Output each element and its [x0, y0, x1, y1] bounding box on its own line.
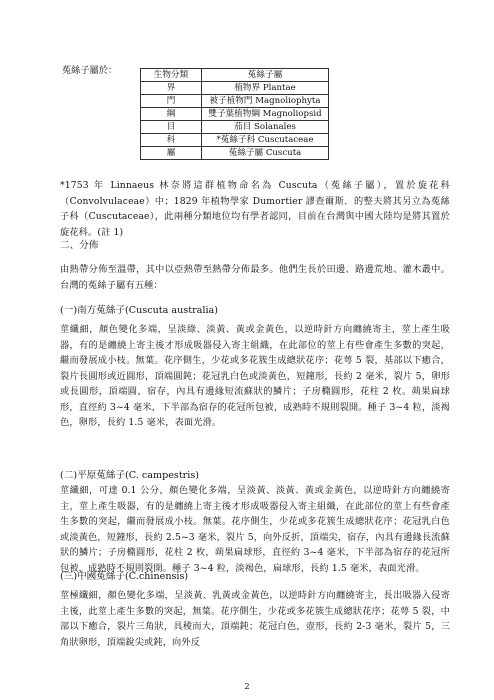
taxonomy-table	[140, 68, 329, 160]
table-row	[141, 108, 329, 121]
table-cell: 被子植物門 Magnoliophyta	[202, 95, 329, 108]
page-number: 2	[244, 682, 250, 692]
species-description: 莖纖細，可達 0.1 公分，顏色變化多端，呈淡黃、淡黃、黃或金黃色，以逆時針方向纏繞寄主，莖上產生吸器，有的是纏繞上寄主後才形成吸器侵入寄主組織，在此部位的莖上有些會產生多數的突起，繼而發展成小枝。無葉。花序側生，少花或多花簇生成總狀花序；花冠乳白色或淡黃色，短鐘形，長約 2.5~3 毫米，裂片 5，向外反折，頂端尖，宿存，內具有邊緣長流蘇狀的鱗片；子房橢圓形，花柱 2 枚，蒴果扁球形，直徑約 3~4 毫米，下半部為宿存的花冠所包被，成熟時不規則裂開。種子 3~4 粒，淡褐色，扁球形，長約 1.5 毫米，表面光滑。	[60, 485, 450, 574]
distribution-paragraph: 由熱帶分佈至溫帶，其中以亞熱帶至熱帶分佈最多。他們生長於田邊、路邊荒地、灌木叢中。台灣的菟絲子屬有五種：	[60, 264, 450, 291]
table-header-row	[141, 69, 329, 82]
table-cell: *菟絲子科 Cuscutaceae	[202, 134, 329, 147]
table-cell: 屬	[141, 147, 202, 160]
table-cell: 科	[141, 134, 202, 147]
table-row	[141, 121, 329, 134]
table-row	[141, 95, 329, 108]
table-cell: 菟絲子屬 Cuscuta	[202, 147, 329, 160]
species-heading: (二)平原菟絲子(C. campestris)	[60, 470, 199, 481]
table-cell: 目	[141, 121, 202, 134]
table-cell: 門	[141, 95, 202, 108]
table-cell: 雙子葉植物綱 Magnoliopsid	[202, 108, 329, 121]
species-heading: (一)南方菟絲子(Cuscuta australia)	[60, 305, 218, 316]
species-description: 莖極纖細，顏色變化多端，呈淡黃、乳黃或金黃色，以逆時針方向纏繞寄主，長出吸器入侵寄主後，此莖上產生多數的突起，無葉。花序側生，少花或多花簇生成總狀花序；花萼 5 裂，中部以下癒合，裂片三角狀，具稜而大，頂端鈍；花冠白色，壺形，長約 2-3 毫米，裂片 5，三角狀卵形，頂端銳尖或鈍，向外反	[60, 590, 450, 648]
classification-note: *1753 年 Linnaeus 林奈將這群植物命名為 Cuscuta（菟絲子屬），置於旋花科（Convolvulaceae）中；1829 年植物學家 Dumortier 謬查爾斯．的整夫將其另立為菟絲子科（Cuscutaceae），此兩種分類地位均有學者認同，目前在台灣與中國大陸均是將其置於旋花科。(註 1)	[60, 180, 450, 238]
section-heading-distribution: 二、分佈	[60, 240, 99, 251]
table-header-cell: 菟絲子屬	[202, 69, 329, 82]
species-heading: (三)中國菟絲子(C.chinensis)	[60, 571, 189, 582]
table-header-cell: 生物分類	[141, 69, 202, 82]
table-cell: 植物界 Plantae	[202, 82, 329, 95]
table-row	[141, 82, 329, 95]
table-cell: 界	[141, 82, 202, 95]
table-row	[141, 147, 329, 160]
classification-label: 菟絲子屬於：	[62, 65, 118, 76]
species-description: 莖纖細，顏色變化多端，呈淡綠、淡黃、黃或金黃色，以逆時針方向纏繞寄主，莖上產生吸器，有的是纏繞上寄主後才形成吸器侵入寄主組織，在此部位的莖上有些會產生多數的突起，繼而發展成小枝。無葉。花序側生，少花或多花簇生成總狀花序；花萼 5 裂，基部以下癒合，裂片長圓形或近圓形，頂端圓鈍；花冠乳白色或淡黃色，短鐘形，長約 2 毫米，裂片 5，卵形或長圓形，頂端圓，宿存，內具有邊緣短流蘇狀的鱗片；子房橢圓形，花柱 2 枚。蒴果扁球形，直徑約 3~4 毫米，下半部為宿存的花冠所包被，成熟時不規則裂開。種子 3~4 粒，淡褐色，卵形，長約 1.5 毫米，表面光滑。	[60, 324, 450, 428]
table-row	[141, 134, 329, 147]
table-cell: 茄目 Solanales	[202, 121, 329, 134]
table-cell: 綱	[141, 108, 202, 121]
